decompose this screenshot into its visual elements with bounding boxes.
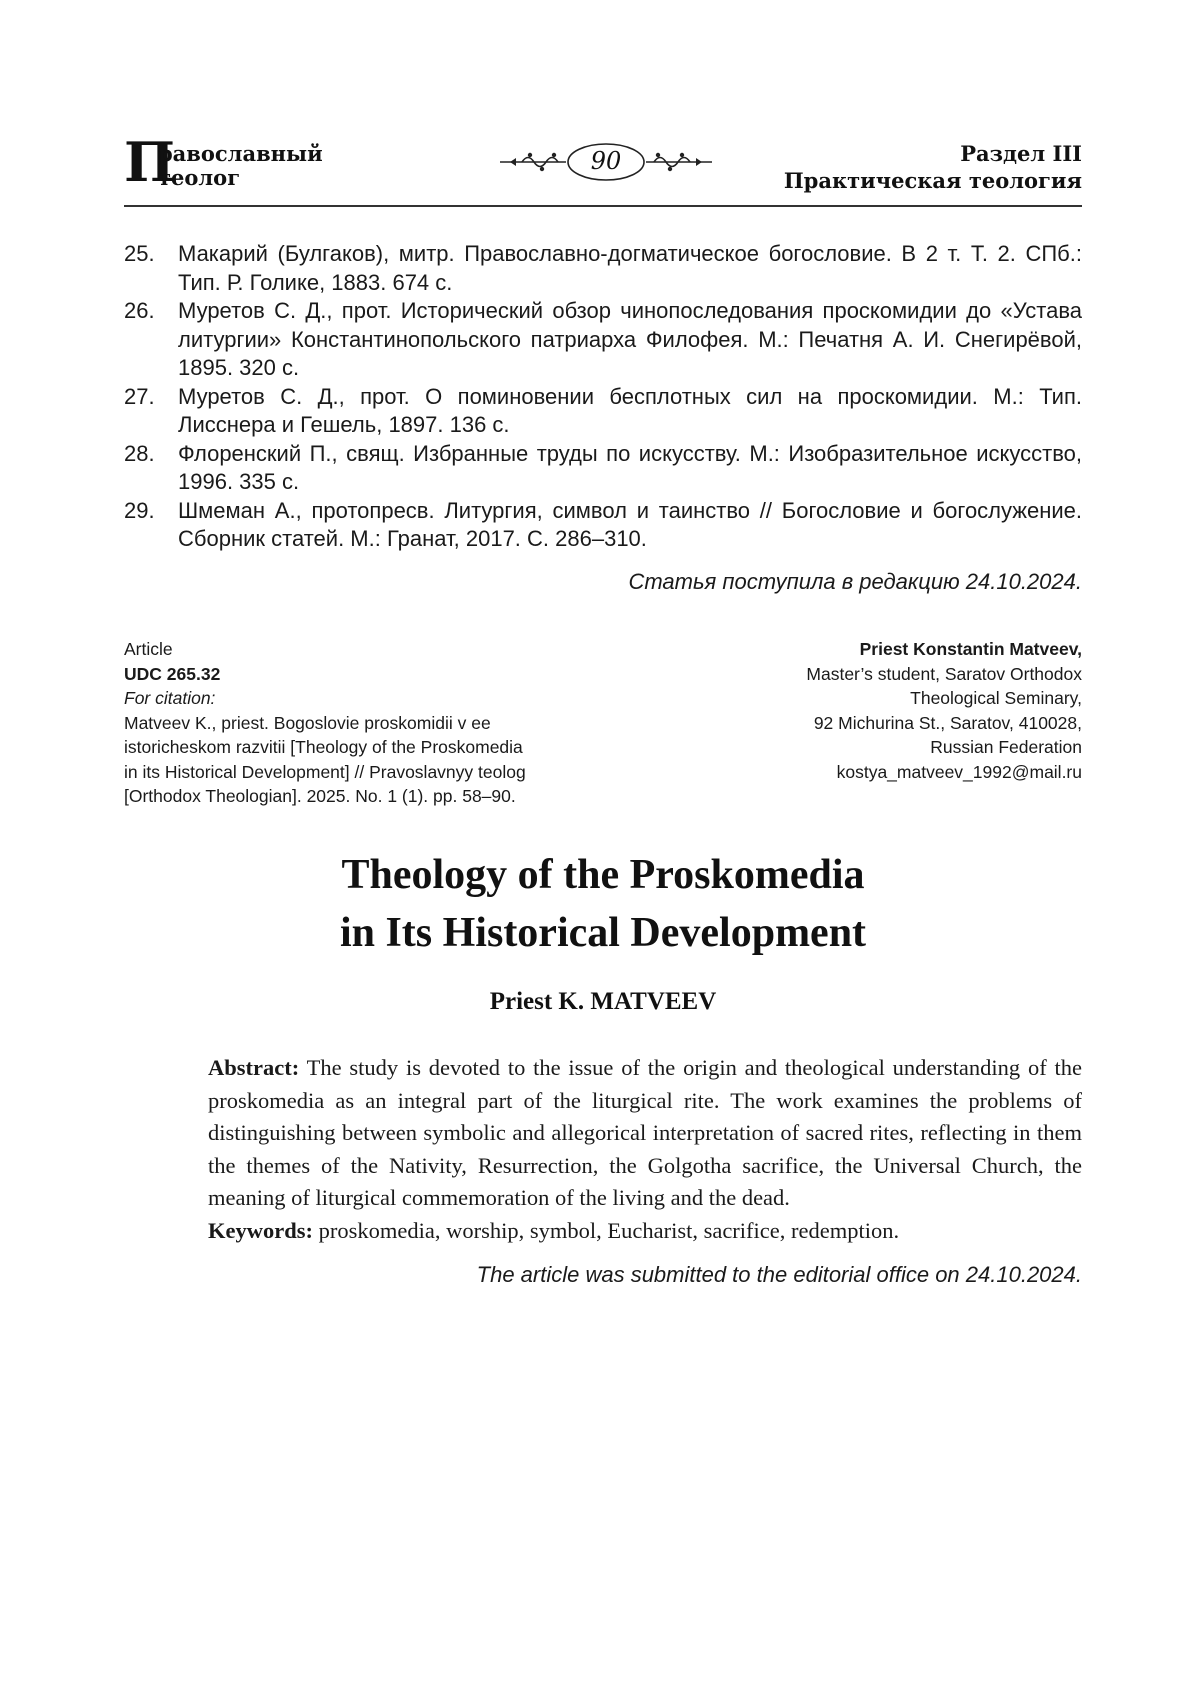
keywords-paragraph — [208, 1215, 1082, 1248]
logo-line-2: теолог — [158, 165, 241, 190]
citation-block — [124, 637, 554, 809]
reference-item: 25. Макарий (Булгаков), митр. Православно-догматическое богословие. В 2 т. Т. 2. СПб.: Тип. Р. Голике, 1883. 674 с. — [124, 241, 1082, 295]
article-type: Article — [124, 639, 173, 659]
citation-label: For citation: — [124, 688, 216, 708]
logo-line-1: равославный — [158, 141, 323, 166]
citation-line: [Orthodox Theologian]. 2025. No. 1 (1). pp. 58–90. — [124, 786, 516, 806]
title-line-2: in Its Historical Development — [339, 910, 867, 956]
author-affiliation — [662, 637, 1082, 784]
abstract-label: Abstract: — [208, 1055, 300, 1080]
abstract-text: The study is devoted to the issue of the origin and theological understanding of the proskomedia as an integral part of the liturgical rite. The work examines the problems of distinguishing between symbolic and allegorical interpretation of sacred rites, reflecting in them the themes of the Nativity, Resurrection, the Golgotha sacrifice, the Universal Church, the meaning of liturgical commemoration of the living and the dead. — [208, 1055, 1082, 1210]
page-number: 90 — [590, 147, 622, 175]
section-line-2: Практическая теология — [783, 168, 1082, 193]
running-header — [124, 130, 1082, 206]
page-number-ornament — [500, 142, 712, 182]
received-date-en: The article was submitted to the editorial office on 24.10.2024. — [476, 1262, 1082, 1287]
citation-line: Matveev K., priest. Bogoslovie proskomidii v ee — [124, 712, 491, 733]
reference-item: 27. Муретов С. Д., прот. О поминовении бесплотных сил на проскомидии. М.: Тип. Лисснера и Гешель, 1897. 136 с. — [124, 383, 1082, 437]
section-heading — [784, 140, 1082, 194]
author-full-name: Priest Konstantin Matveev, — [859, 639, 1082, 659]
abstract-block — [208, 1052, 1082, 1247]
article-author: Priest K. MATVEEV — [489, 988, 717, 1015]
received-date-ru: Статья поступила в редакцию 24.10.2024. — [628, 569, 1082, 594]
affiliation-line: Theological Seminary, — [910, 688, 1082, 708]
affiliation-line: Master’s student, Saratov Orthodox — [806, 663, 1082, 684]
logo-initial: П — [124, 130, 175, 194]
keywords-text: proskomedia, worship, symbol, Eucharist, sacrifice, redemption. — [313, 1217, 900, 1243]
reference-list — [124, 240, 1082, 554]
affiliation-line: Russian Federation — [930, 737, 1082, 757]
citation-line: istoricheskom razvitii [Theology of the Proskomedia — [124, 737, 523, 757]
article-title — [124, 846, 1082, 962]
reference-item: 26. Муретов С. Д., прот. Исторический обзор чинопоследования проскомидии до «Устава литургии» Константинопольского патриарха Филофея. М.: Печатня А. И. Снегирёвой, 1895. 320 с. — [124, 298, 1082, 380]
citation-line: in its Historical Development] // Pravoslavnyy teolog — [124, 761, 526, 782]
keywords-label: Keywords: — [208, 1217, 313, 1243]
affiliation-line: 92 Michurina St., Saratov, 410028, — [813, 712, 1082, 733]
title-line-1: Theology of the Proskomedia — [341, 852, 865, 898]
udc-code: UDC 265.32 — [124, 663, 221, 684]
header-divider — [124, 205, 1082, 207]
reference-item: 28. Флоренский П., свящ. Избранные труды по искусству. М.: Изобразительное искусство, 1996. 335 с. — [124, 440, 1082, 494]
section-line-1: Раздел III — [960, 141, 1082, 166]
reference-item: 29. Шмеман А., протопресв. Литургия, символ и таинство // Богословие и богослужение. Сборник статей. М.: Гранат, 2017. С. 286–310. — [124, 497, 1082, 551]
author-email[interactable]: kostya_matveev_1992@mail.ru — [836, 761, 1082, 782]
abstract-paragraph — [208, 1052, 1082, 1215]
